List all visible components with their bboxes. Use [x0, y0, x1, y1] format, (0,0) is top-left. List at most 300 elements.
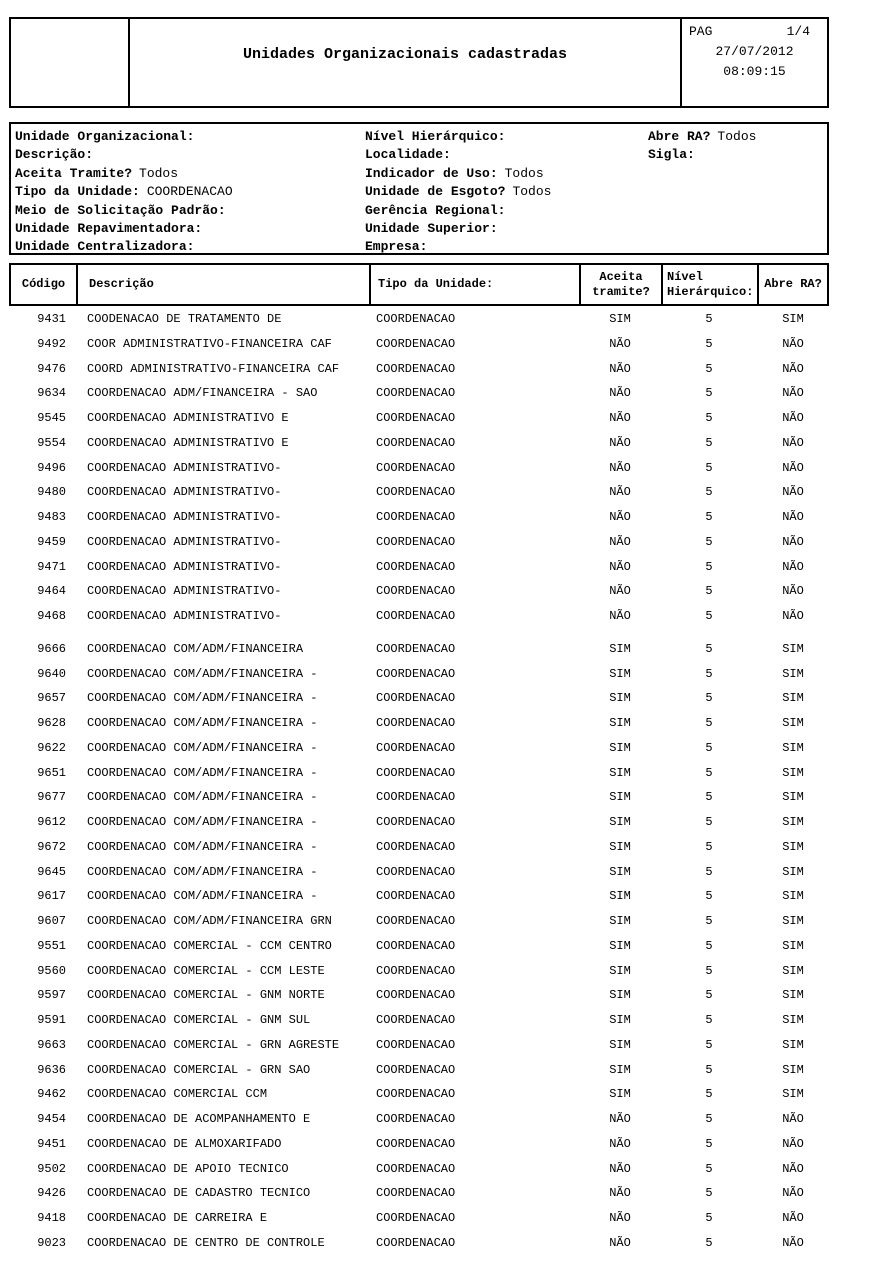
- cell-codigo: 9617: [37, 889, 66, 904]
- column-header-label: Hierárquico:: [667, 284, 754, 299]
- cell-aceita-tramite: SIM: [609, 790, 631, 805]
- cell-descricao: COORDENACAO DE CARREIRA E: [87, 1211, 268, 1225]
- cell-nivel-hierarquico: 5: [705, 1186, 713, 1201]
- cell-aceita-tramite: NÃO: [609, 361, 631, 376]
- cell-tipo-da-unidade: COORDENACAO: [376, 584, 456, 599]
- page-title: Unidades Organizacionais cadastradas: [242, 46, 568, 63]
- cell-codigo: 9634: [37, 386, 66, 401]
- table-row: [9, 362, 829, 387]
- cell-abre-ra: SIM: [782, 1087, 804, 1102]
- cell-descricao: COORDENACAO DE CADASTRO TECNICO: [87, 1186, 311, 1201]
- cell-descricao: COORDENACAO COMERCIAL - GNM NORTE: [87, 988, 325, 1003]
- filter-label: Unidade Superior:: [365, 220, 498, 236]
- cell-nivel-hierarquico: 5: [705, 938, 713, 953]
- cell-codigo: 9554: [37, 435, 66, 450]
- cell-descricao: COORDENACAO ADMINISTRATIVO E: [87, 435, 289, 450]
- cell-aceita-tramite: SIM: [609, 641, 631, 656]
- cell-tipo-da-unidade: COORDENACAO: [376, 914, 456, 928]
- cell-tipo-da-unidade: COORDENACAO: [376, 740, 456, 755]
- column-header-aceita-tramite: [581, 265, 663, 304]
- cell-descricao: COORDENACAO COM/ADM/FINANCEIRA -: [87, 839, 318, 854]
- cell-nivel-hierarquico: 5: [705, 1112, 713, 1126]
- table-row: [9, 609, 829, 634]
- cell-nivel-hierarquico: 5: [705, 691, 713, 706]
- column-header-nivel-hierarquico: [663, 265, 759, 304]
- filter-label: Nível Hierárquico:: [365, 129, 506, 144]
- cell-nivel-hierarquico: 5: [705, 839, 713, 854]
- filters-column-2: [365, 129, 551, 258]
- cell-tipo-da-unidade: COORDENACAO: [376, 716, 456, 730]
- cell-tipo-da-unidade: COORDENACAO: [376, 1161, 456, 1176]
- cell-aceita-tramite: NÃO: [609, 1161, 631, 1176]
- cell-codigo: 9657: [37, 691, 66, 706]
- filter-label: Descrição:: [15, 147, 94, 163]
- cell-abre-ra: SIM: [782, 740, 804, 755]
- column-header-label: Aceita: [599, 269, 643, 284]
- cell-nivel-hierarquico: 5: [705, 1136, 713, 1151]
- cell-codigo: 9666: [37, 641, 66, 656]
- table-row: [9, 535, 829, 560]
- cell-aceita-tramite: NÃO: [609, 435, 631, 450]
- table-row: [9, 914, 829, 939]
- cell-abre-ra: NÃO: [782, 1112, 804, 1126]
- page-number: 1/4: [786, 24, 810, 39]
- table-row: [9, 865, 829, 890]
- cell-abre-ra: NÃO: [782, 559, 804, 574]
- table-row: [9, 766, 829, 791]
- cell-abre-ra: SIM: [782, 765, 804, 780]
- filter-label: Meio de Solicitação Padrão:: [15, 202, 226, 218]
- table-row: [9, 642, 829, 667]
- cell-abre-ra: SIM: [782, 914, 804, 928]
- cell-descricao: COORDENACAO COMERCIAL - GRN AGRESTE: [87, 1037, 340, 1052]
- filter-label: Abre RA?: [648, 129, 711, 144]
- page-info-cell: [680, 19, 827, 106]
- cell-aceita-tramite: SIM: [609, 914, 631, 928]
- cell-nivel-hierarquico: 5: [705, 1211, 713, 1225]
- table-row: [9, 790, 829, 815]
- filter-value: Todos: [717, 129, 757, 144]
- cell-codigo: 9591: [37, 1013, 66, 1027]
- cell-abre-ra: NÃO: [782, 584, 804, 599]
- column-header-label: Código: [21, 277, 66, 291]
- cell-nivel-hierarquico: 5: [705, 485, 713, 500]
- cell-descricao: COORD ADMINISTRATIVO-FINANCEIRA CAF: [87, 361, 340, 376]
- cell-aceita-tramite: SIM: [609, 691, 631, 706]
- cell-codigo: 9628: [37, 716, 66, 730]
- cell-abre-ra: NÃO: [782, 411, 804, 425]
- cell-nivel-hierarquico: 5: [705, 914, 713, 928]
- cell-abre-ra: SIM: [782, 839, 804, 854]
- column-header-codigo: [11, 265, 78, 304]
- cell-abre-ra: NÃO: [782, 1186, 804, 1201]
- table-row: [9, 716, 829, 741]
- table-row: [9, 337, 829, 362]
- cell-aceita-tramite: NÃO: [609, 510, 631, 524]
- cell-tipo-da-unidade: COORDENACAO: [376, 765, 456, 780]
- table-row: [9, 1038, 829, 1063]
- column-header-abre-ra: [759, 265, 827, 304]
- column-header-label: Descrição: [89, 277, 154, 291]
- cell-nivel-hierarquico: 5: [705, 584, 713, 599]
- cell-tipo-da-unidade: COORDENACAO: [376, 1013, 456, 1027]
- cell-tipo-da-unidade: COORDENACAO: [376, 485, 456, 500]
- cell-descricao: COORDENACAO COMERCIAL - GRN SAO: [87, 1062, 311, 1077]
- cell-nivel-hierarquico: 5: [705, 815, 713, 829]
- cell-codigo: 9023: [37, 1235, 66, 1250]
- cell-nivel-hierarquico: 5: [705, 411, 713, 425]
- cell-codigo: 9431: [37, 312, 66, 326]
- cell-codigo: 9459: [37, 534, 66, 549]
- logo-cell: [11, 19, 130, 106]
- filter-field: [365, 166, 551, 184]
- cell-nivel-hierarquico: 5: [705, 336, 713, 351]
- page-number-line: [689, 24, 820, 39]
- cell-abre-ra: SIM: [782, 790, 804, 805]
- cell-tipo-da-unidade: COORDENACAO: [376, 1136, 456, 1151]
- cell-tipo-da-unidade: COORDENACAO: [376, 1087, 456, 1102]
- cell-nivel-hierarquico: 5: [705, 963, 713, 978]
- cell-aceita-tramite: NÃO: [609, 534, 631, 549]
- table-row: [9, 1063, 829, 1088]
- cell-aceita-tramite: NÃO: [609, 559, 631, 574]
- cell-descricao: COOR ADMINISTRATIVO-FINANCEIRA CAF: [87, 336, 332, 351]
- column-header-label: Tipo da Unidade:: [378, 277, 494, 291]
- cell-tipo-da-unidade: COORDENACAO: [376, 534, 456, 549]
- filter-label: Gerência Regional:: [365, 202, 506, 218]
- cell-abre-ra: NÃO: [782, 1235, 804, 1250]
- cell-nivel-hierarquico: 5: [705, 510, 713, 524]
- cell-tipo-da-unidade: COORDENACAO: [376, 1186, 456, 1201]
- column-header-label: Abre RA?: [764, 277, 822, 291]
- cell-nivel-hierarquico: 5: [705, 534, 713, 549]
- cell-codigo: 9502: [37, 1161, 66, 1176]
- cell-nivel-hierarquico: 5: [705, 716, 713, 730]
- cell-nivel-hierarquico: 5: [705, 435, 713, 450]
- table-row: [9, 1162, 829, 1187]
- filter-label: Sigla:: [648, 147, 695, 163]
- filter-field: [15, 203, 233, 221]
- cell-codigo: 9454: [37, 1112, 66, 1126]
- cell-codigo: 9622: [37, 740, 66, 755]
- cell-codigo: 9480: [37, 485, 66, 500]
- cell-codigo: 9426: [37, 1186, 66, 1201]
- table-row: [9, 560, 829, 585]
- filter-label: Tipo da Unidade:: [15, 184, 140, 200]
- cell-aceita-tramite: NÃO: [609, 584, 631, 599]
- cell-abre-ra: SIM: [782, 641, 804, 656]
- column-header-descricao: [78, 265, 371, 304]
- cell-abre-ra: SIM: [782, 1062, 804, 1077]
- cell-tipo-da-unidade: COORDENACAO: [376, 1211, 456, 1225]
- cell-aceita-tramite: NÃO: [609, 1186, 631, 1201]
- cell-aceita-tramite: SIM: [609, 963, 631, 978]
- cell-tipo-da-unidade: COORDENACAO: [376, 815, 456, 829]
- cell-tipo-da-unidade: COORDENACAO: [376, 666, 456, 681]
- cell-descricao: COORDENACAO ADM/FINANCEIRA - SAO: [87, 386, 318, 401]
- cell-abre-ra: NÃO: [782, 336, 804, 351]
- cell-codigo: 9545: [37, 411, 66, 425]
- cell-descricao: COORDENACAO COMERCIAL - CCM LESTE: [87, 963, 325, 978]
- report-time: 08:09:15: [723, 64, 786, 79]
- cell-aceita-tramite: SIM: [609, 716, 631, 730]
- cell-descricao: COORDENACAO COM/ADM/FINANCEIRA -: [87, 666, 318, 681]
- filter-field: [365, 129, 551, 147]
- cell-codigo: 9468: [37, 609, 66, 623]
- table-row: [9, 988, 829, 1013]
- cell-descricao: COORDENACAO DE ALMOXARIFADO: [87, 1136, 282, 1151]
- cell-descricao: COORDENACAO ADMINISTRATIVO-: [87, 584, 282, 599]
- filter-value: Todos: [504, 165, 544, 181]
- filter-field: [365, 184, 551, 202]
- cell-codigo: 9451: [37, 1136, 66, 1151]
- cell-abre-ra: NÃO: [782, 361, 804, 376]
- cell-abre-ra: SIM: [782, 864, 804, 879]
- cell-descricao: COORDENACAO COMERCIAL CCM: [87, 1087, 268, 1102]
- table-row: [9, 889, 829, 914]
- cell-codigo: 9418: [37, 1211, 66, 1225]
- cell-aceita-tramite: NÃO: [609, 411, 631, 425]
- filter-value: COORDENACAO: [146, 184, 233, 200]
- filters-column-1: [15, 129, 233, 258]
- cell-nivel-hierarquico: 5: [705, 988, 713, 1003]
- cell-descricao: COODENACAO DE TRATAMENTO DE: [87, 312, 282, 326]
- cell-descricao: COORDENACAO ADMINISTRATIVO E: [87, 411, 289, 425]
- cell-abre-ra: NÃO: [782, 534, 804, 549]
- cell-abre-ra: SIM: [782, 815, 804, 829]
- cell-nivel-hierarquico: 5: [705, 559, 713, 574]
- filter-field: [365, 221, 551, 239]
- filter-field: [365, 239, 551, 257]
- cell-abre-ra: SIM: [782, 666, 804, 681]
- filter-label: Indicador de Uso:: [365, 165, 498, 181]
- cell-descricao: COORDENACAO COM/ADM/FINANCEIRA -: [87, 864, 318, 879]
- cell-codigo: 9640: [37, 666, 66, 681]
- cell-tipo-da-unidade: COORDENACAO: [376, 386, 456, 401]
- cell-descricao: COORDENACAO DE APOIO TECNICO: [87, 1161, 289, 1176]
- cell-abre-ra: SIM: [782, 312, 804, 326]
- cell-aceita-tramite: SIM: [609, 815, 631, 829]
- cell-codigo: 9597: [37, 988, 66, 1003]
- cell-tipo-da-unidade: COORDENACAO: [376, 336, 456, 351]
- cell-descricao: COORDENACAO ADMINISTRATIVO-: [87, 460, 282, 475]
- cell-aceita-tramite: SIM: [609, 938, 631, 953]
- cell-abre-ra: SIM: [782, 691, 804, 706]
- cell-aceita-tramite: SIM: [609, 1013, 631, 1027]
- filter-field: [15, 221, 233, 239]
- cell-descricao: COORDENACAO COMERCIAL - GNM SUL: [87, 1013, 311, 1027]
- cell-descricao: COORDENACAO COM/ADM/FINANCEIRA -: [87, 716, 318, 730]
- cell-aceita-tramite: NÃO: [609, 1211, 631, 1225]
- cell-aceita-tramite: NÃO: [609, 1235, 631, 1250]
- table-body: [9, 312, 829, 1261]
- cell-abre-ra: NÃO: [782, 386, 804, 401]
- cell-codigo: 9483: [37, 510, 66, 524]
- cell-aceita-tramite: SIM: [609, 1062, 631, 1077]
- table-row: [9, 411, 829, 436]
- page-label: PAG: [689, 24, 713, 39]
- cell-aceita-tramite: SIM: [609, 765, 631, 780]
- cell-tipo-da-unidade: COORDENACAO: [376, 839, 456, 854]
- table-row: [9, 691, 829, 716]
- cell-aceita-tramite: NÃO: [609, 1112, 631, 1126]
- cell-abre-ra: SIM: [782, 1013, 804, 1027]
- cell-descricao: COORDENACAO COM/ADM/FINANCEIRA -: [87, 790, 318, 805]
- cell-abre-ra: SIM: [782, 1037, 804, 1052]
- filter-label: Unidade Centralizadora:: [15, 239, 195, 255]
- cell-aceita-tramite: NÃO: [609, 1136, 631, 1151]
- cell-tipo-da-unidade: COORDENACAO: [376, 1235, 456, 1250]
- table-row: [9, 964, 829, 989]
- cell-nivel-hierarquico: 5: [705, 1087, 713, 1102]
- filter-label: Unidade Repavimentadora:: [15, 220, 203, 236]
- cell-tipo-da-unidade: COORDENACAO: [376, 988, 456, 1003]
- cell-nivel-hierarquico: 5: [705, 889, 713, 904]
- cell-aceita-tramite: SIM: [609, 988, 631, 1003]
- filters-column-3: [648, 129, 756, 166]
- table-row: [9, 939, 829, 964]
- cell-nivel-hierarquico: 5: [705, 609, 713, 623]
- cell-abre-ra: SIM: [782, 963, 804, 978]
- filter-value: Todos: [512, 184, 552, 200]
- filter-field: [648, 147, 756, 165]
- table-row: [9, 1137, 829, 1162]
- cell-abre-ra: NÃO: [782, 510, 804, 524]
- cell-nivel-hierarquico: 5: [705, 864, 713, 879]
- cell-abre-ra: NÃO: [782, 609, 804, 623]
- cell-nivel-hierarquico: 5: [705, 1235, 713, 1250]
- table-row: [9, 1087, 829, 1112]
- cell-tipo-da-unidade: COORDENACAO: [376, 411, 456, 425]
- cell-descricao: COORDENACAO COM/ADM/FINANCEIRA -: [87, 740, 318, 755]
- filter-field: [365, 203, 551, 221]
- cell-descricao: COORDENACAO COM/ADM/FINANCEIRA -: [87, 815, 318, 829]
- cell-nivel-hierarquico: 5: [705, 460, 713, 475]
- cell-nivel-hierarquico: 5: [705, 740, 713, 755]
- filter-field: [648, 129, 756, 147]
- cell-aceita-tramite: SIM: [609, 666, 631, 681]
- cell-codigo: 9476: [37, 361, 66, 376]
- table-row: [9, 1186, 829, 1211]
- cell-descricao: COORDENACAO COMERCIAL - CCM CENTRO: [87, 938, 332, 953]
- table-row: [9, 741, 829, 766]
- cell-abre-ra: SIM: [782, 889, 804, 904]
- filters-panel: [9, 122, 829, 255]
- cell-nivel-hierarquico: 5: [705, 765, 713, 780]
- cell-abre-ra: NÃO: [782, 1211, 804, 1225]
- cell-descricao: COORDENACAO ADMINISTRATIVO-: [87, 609, 282, 623]
- cell-abre-ra: SIM: [782, 988, 804, 1003]
- cell-codigo: 9607: [37, 914, 66, 928]
- table-row: [9, 815, 829, 840]
- table-row: [9, 510, 829, 535]
- cell-codigo: 9496: [37, 460, 66, 475]
- cell-codigo: 9612: [37, 815, 66, 829]
- cell-aceita-tramite: SIM: [609, 889, 631, 904]
- cell-tipo-da-unidade: COORDENACAO: [376, 889, 456, 904]
- cell-aceita-tramite: NÃO: [609, 386, 631, 401]
- cell-tipo-da-unidade: COORDENACAO: [376, 938, 456, 953]
- cell-nivel-hierarquico: 5: [705, 312, 713, 326]
- filter-field: [365, 147, 551, 165]
- cell-nivel-hierarquico: 5: [705, 1161, 713, 1176]
- cell-abre-ra: NÃO: [782, 460, 804, 475]
- table-row: [9, 584, 829, 609]
- cell-aceita-tramite: SIM: [609, 864, 631, 879]
- cell-abre-ra: SIM: [782, 716, 804, 730]
- filter-label: Localidade:: [365, 147, 451, 163]
- table-header: [9, 263, 829, 306]
- cell-codigo: 9492: [37, 336, 66, 351]
- cell-nivel-hierarquico: 5: [705, 666, 713, 681]
- cell-tipo-da-unidade: COORDENACAO: [376, 641, 456, 656]
- cell-descricao: COORDENACAO ADMINISTRATIVO-: [87, 510, 282, 524]
- filter-field: [15, 147, 233, 165]
- cell-nivel-hierarquico: 5: [705, 361, 713, 376]
- cell-aceita-tramite: SIM: [609, 1037, 631, 1052]
- cell-nivel-hierarquico: 5: [705, 386, 713, 401]
- filter-field: [15, 166, 233, 184]
- cell-nivel-hierarquico: 5: [705, 1062, 713, 1077]
- filter-field: [15, 184, 233, 202]
- cell-tipo-da-unidade: COORDENACAO: [376, 1062, 456, 1077]
- table-row: [9, 1236, 829, 1261]
- cell-aceita-tramite: NÃO: [609, 485, 631, 500]
- cell-descricao: COORDENACAO COM/ADM/FINANCEIRA GRN: [87, 914, 332, 928]
- cell-codigo: 9677: [37, 790, 66, 805]
- cell-tipo-da-unidade: COORDENACAO: [376, 691, 456, 706]
- cell-codigo: 9663: [37, 1037, 66, 1052]
- table-row: [9, 485, 829, 510]
- cell-descricao: COORDENACAO ADMINISTRATIVO-: [87, 559, 282, 574]
- cell-descricao: COORDENACAO COM/ADM/FINANCEIRA -: [87, 691, 318, 706]
- cell-tipo-da-unidade: COORDENACAO: [376, 559, 456, 574]
- cell-tipo-da-unidade: COORDENACAO: [376, 312, 456, 326]
- cell-tipo-da-unidade: COORDENACAO: [376, 609, 456, 623]
- filter-label: Unidade de Esgoto?: [365, 184, 506, 200]
- cell-abre-ra: NÃO: [782, 1161, 804, 1176]
- cell-descricao: COORDENACAO COM/ADM/FINANCEIRA -: [87, 889, 318, 904]
- cell-aceita-tramite: SIM: [609, 1087, 631, 1102]
- cell-codigo: 9645: [37, 864, 66, 879]
- cell-nivel-hierarquico: 5: [705, 1037, 713, 1052]
- title-cell: [130, 19, 680, 106]
- cell-abre-ra: NÃO: [782, 1136, 804, 1151]
- cell-codigo: 9672: [37, 839, 66, 854]
- cell-descricao: COORDENACAO COM/ADM/FINANCEIRA -: [87, 765, 318, 780]
- cell-codigo: 9464: [37, 584, 66, 599]
- filter-field: [15, 129, 233, 147]
- cell-codigo: 9560: [37, 963, 66, 978]
- column-header-label: Nível: [667, 269, 704, 284]
- filter-field: [15, 239, 233, 257]
- cell-codigo: 9551: [37, 938, 66, 953]
- cell-nivel-hierarquico: 5: [705, 1013, 713, 1027]
- table-row: [9, 667, 829, 692]
- cell-tipo-da-unidade: COORDENACAO: [376, 963, 456, 978]
- filter-label: Unidade Organizacional:: [15, 129, 195, 144]
- cell-tipo-da-unidade: COORDENACAO: [376, 460, 456, 475]
- filter-label: Empresa:: [365, 239, 428, 255]
- cell-nivel-hierarquico: 5: [705, 790, 713, 805]
- table-row: [9, 461, 829, 486]
- cell-descricao: COORDENACAO DE CENTRO DE CONTROLE: [87, 1235, 325, 1250]
- cell-aceita-tramite: SIM: [609, 312, 631, 326]
- table-row: [9, 436, 829, 461]
- cell-codigo: 9471: [37, 559, 66, 574]
- cell-codigo: 9462: [37, 1087, 66, 1102]
- cell-descricao: COORDENACAO ADMINISTRATIVO-: [87, 534, 282, 549]
